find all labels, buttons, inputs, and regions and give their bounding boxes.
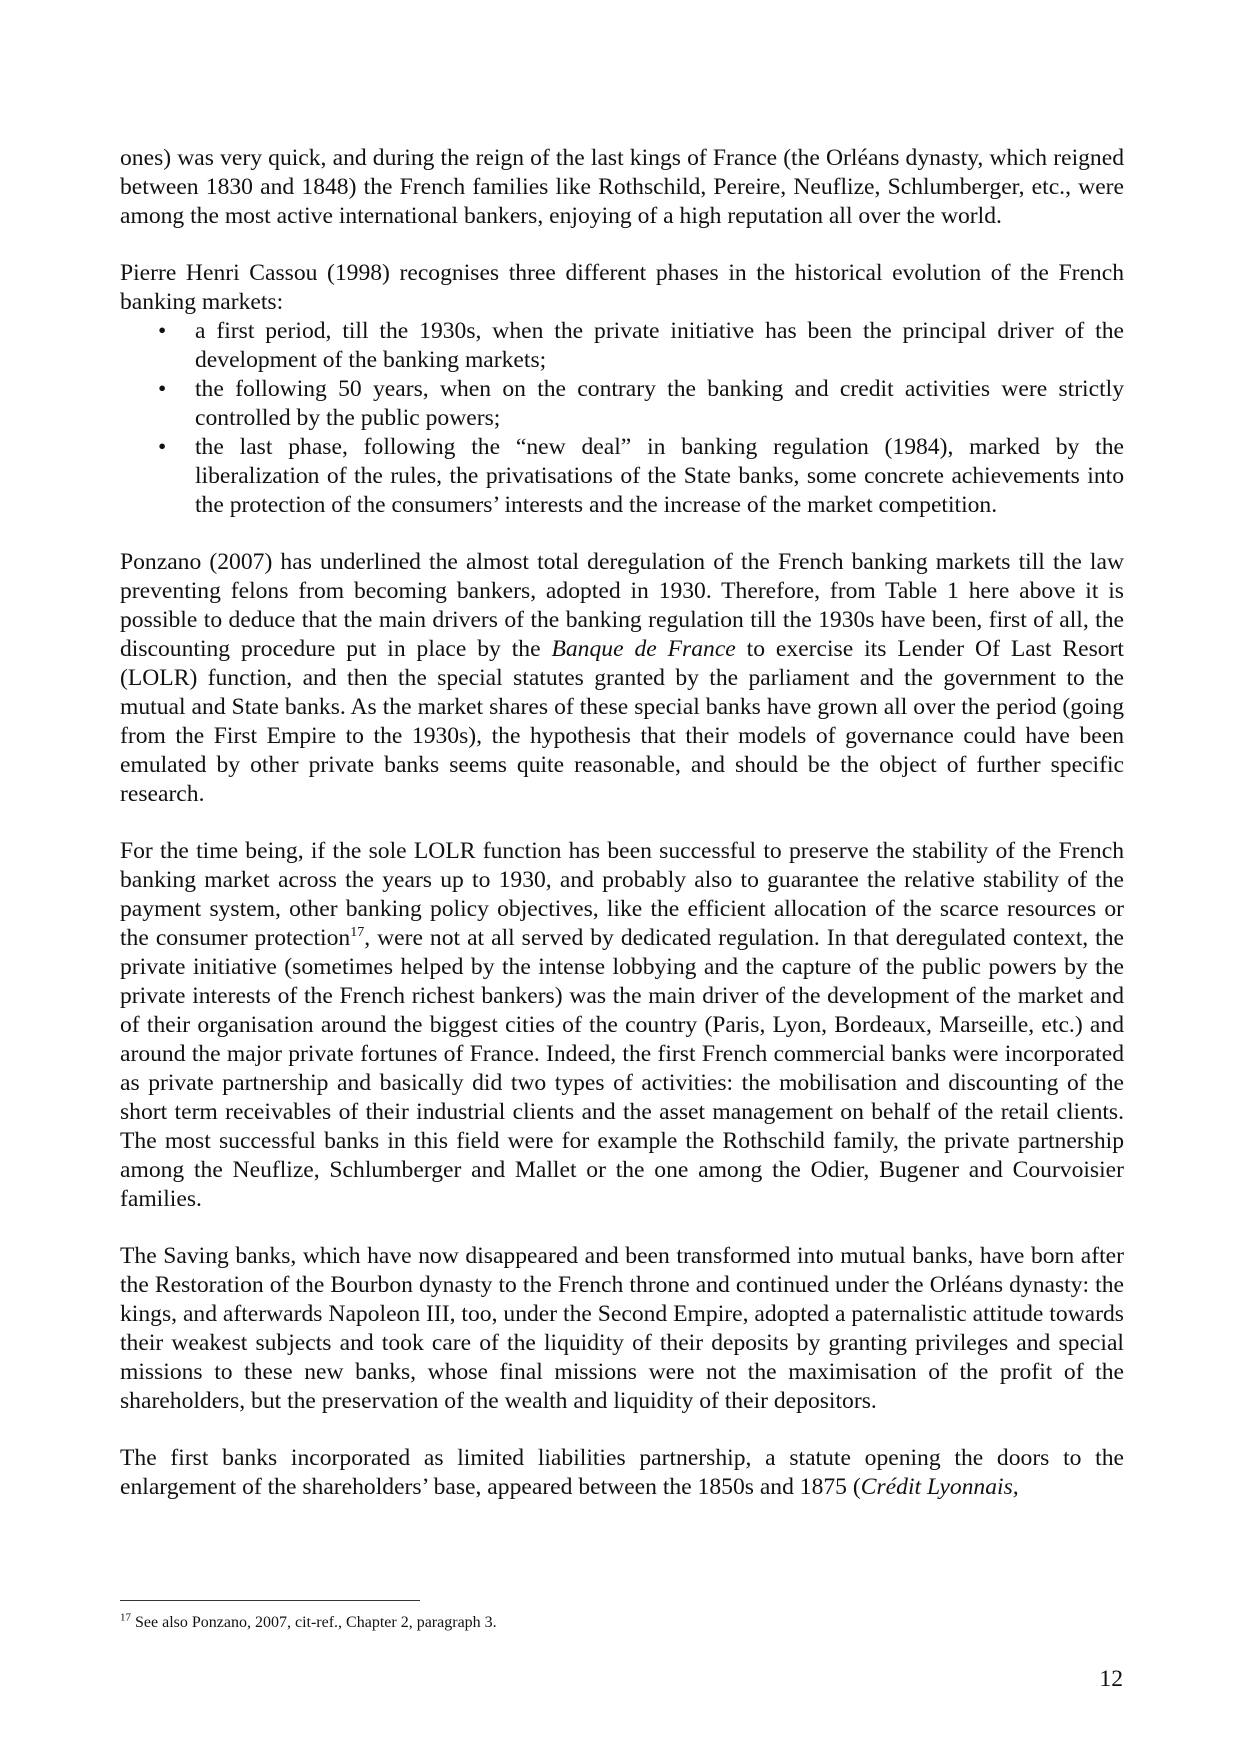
paragraph-4-text: For the time being, if the sole LOLR function has been successful to preserve the stability of the French banking market across the years up to 1930, and probably also to guarantee the relative stability of the payment system, other banking policy objectives, like the efficient allocation of the scarce resources or the consumer protection <box>120 838 1124 951</box>
page-number: 12 <box>1099 1666 1123 1692</box>
paragraph-1: ones) was very quick, and during the reign of the last kings of France (the Orléans dynasty, which reigned between 1830 and 1848) the French families like Rothschild, Pereire, Neuflize, Schlumberger, etc., were among the most active international bankers, enjoying of a high reputation all over the world. <box>120 145 1124 229</box>
paragraph-5: The Saving banks, which have now disappeared and been transformed into mutual banks, have born after the Restoration of the Bourbon dynasty to the French throne and continued under the Orléans dynasty: the kings, and afterwards Napoleon III, too, under the Second Empire, adopted a paternalistic attitude towards their weakest subjects and took care of the liquidity of their deposits by granting privileges and special missions to these new banks, whose final missions were not the maximisation of the profit of the shareholders, but the preservation of the wealth and liquidity of their depositors. <box>120 1243 1124 1414</box>
list-item <box>120 375 1124 433</box>
paragraph-4-text: , were not at all served by dedicated regulation. In that deregulated context, the private initiative (sometimes helped by the intense lobbying and the capture of the public powers by the private interests of the French richest bankers) was the main driver of the development of the market and of their organisation around the biggest cities of the country (Paris, Lyon, Bordeaux, Marseille, etc.) and around the major private fortunes of France. Indeed, the first French commercial banks were incorporated as private partnership and basically did two types of activities: the mobilisation and discounting of the short term receivables of their industrial clients and the asset management on behalf of the retail clients. The most successful banks in this field were for example the Rothschild family, the private partnership among the Neuflize, Schlumberger and Mallet or the one among the Odier, Bugener and Courvoisier families. <box>120 925 1125 1212</box>
paragraph-3-text: to exercise its Lender Of Last Resort (LOLR) function, and then the special statutes granted by the parliament and the government to the mutual and State banks. As the market shares of these special banks have grown all over the period (going from the First Empire to the 1930s), the hypothesis that their models of governance could have been emulated by other private banks seems quite reasonable, and should be the object of further specific research. <box>120 636 1124 807</box>
paragraph-2: Pierre Henri Cassou (1998) recognises three different phases in the historical evolution of the French banking markets: <box>120 260 1124 315</box>
phases-list <box>120 317 1124 520</box>
bullet-icon: • <box>158 434 167 460</box>
paragraph-6 <box>120 1444 1124 1502</box>
paragraph-3-italic: Banque de France <box>551 636 736 662</box>
paragraph-3-text: Ponzano (2007) has underlined the almost total deregulation of the French banking markets till the law preventing felons from becoming bankers, adopted in 1930. Therefore, from Table 1 here above it is possible to deduce that the main drivers of the banking regulation till the 1930s have been, first of all, the discounting procedure put in place by the <box>120 549 1124 662</box>
list-item <box>120 433 1124 520</box>
bullet-icon: • <box>158 318 167 344</box>
footnote-divider <box>120 1600 420 1601</box>
footnote-number: 17 <box>120 1611 131 1624</box>
list-item <box>120 317 1124 375</box>
list-item-text: the following 50 years, when on the contrary the banking and credit activities were strictly controlled by the public powers; <box>195 376 1124 431</box>
footnote-text: See also Ponzano, 2007, cit-ref., Chapter 2, paragraph 3. <box>131 1614 497 1631</box>
footnote-reference[interactable]: 17 <box>350 925 365 941</box>
paragraph-6-text: The first banks incorporated as limited liabilities partnership, a statute opening the doors to the enlargement of the shareholders’ base, appeared between the 1850s and 1875 ( <box>120 1445 1124 1500</box>
list-item-text: a first period, till the 1930s, when the private initiative has been the principal driver of the development of the banking markets; <box>195 318 1124 373</box>
paragraph-3 <box>120 548 1124 809</box>
bullet-icon: • <box>158 376 167 402</box>
paragraph-4 <box>120 837 1124 1214</box>
list-item-text: the last phase, following the “new deal” in banking regulation (1984), marked by the liberalization of the rules, the privatisations of the State banks, some concrete achievements into the protection of the consumers’ interests and the increase of the market competition. <box>195 434 1124 518</box>
paragraph-6-italic: Crédit Lyonnais, <box>860 1474 1019 1500</box>
footnote <box>120 1613 1124 1633</box>
body-text <box>120 144 1124 1502</box>
